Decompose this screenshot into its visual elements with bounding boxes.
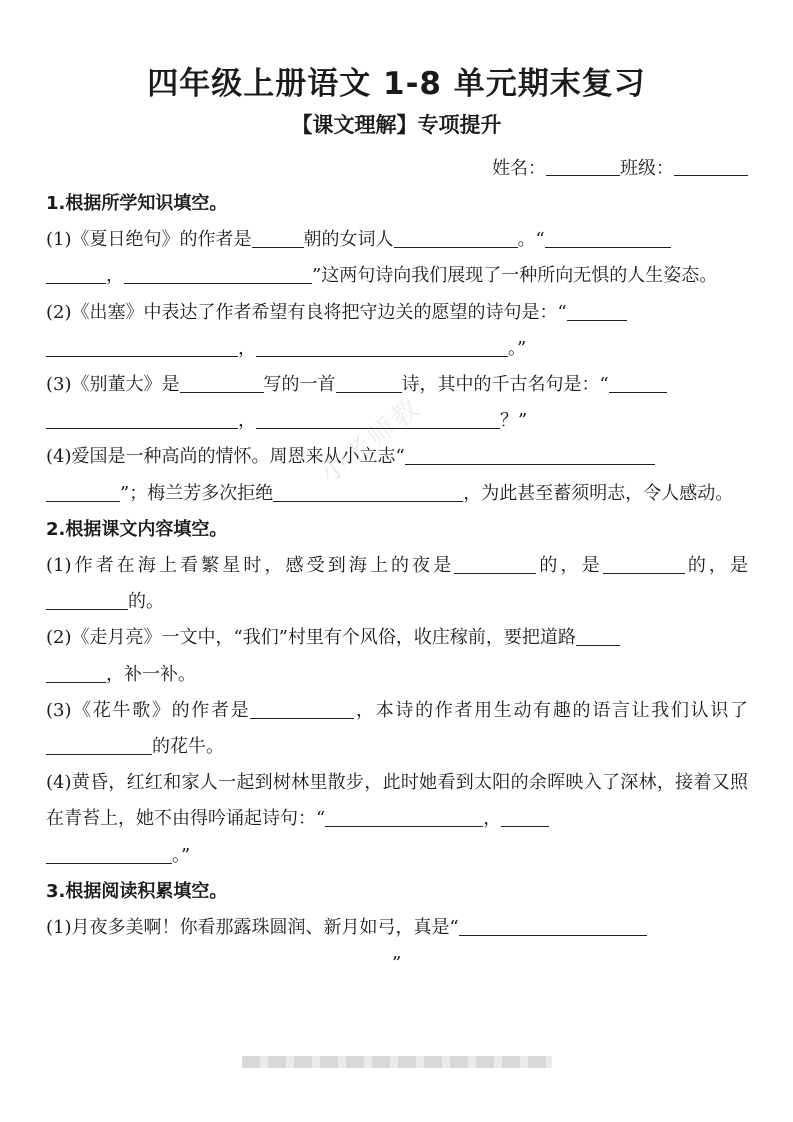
question-text: ？”	[500, 410, 528, 432]
answer-blank[interactable]	[567, 302, 627, 321]
question-text: 诗，其中的千古名句是：“	[401, 374, 609, 396]
question-1-4	[46, 439, 748, 511]
question-2-2	[46, 620, 748, 692]
answer-blank[interactable]	[256, 410, 500, 429]
question-text: ，本诗的作者用生动有趣的语言让我们认识了	[354, 699, 749, 721]
question-text: (1)月夜多美啊！你看那露珠圆润、新月如弓，真是“	[46, 917, 459, 939]
question-2-4	[46, 765, 748, 874]
question-text: ，	[106, 265, 124, 287]
answer-blank[interactable]	[603, 555, 685, 574]
answer-blank[interactable]	[46, 664, 106, 683]
answer-blank[interactable]	[124, 265, 312, 284]
answer-blank[interactable]	[46, 845, 172, 864]
question-2-3	[46, 693, 748, 765]
question-1-3	[46, 367, 748, 439]
name-label: 姓名：	[492, 158, 546, 179]
answer-blank[interactable]	[405, 446, 655, 465]
question-text: 的，是	[536, 555, 603, 577]
question-1-1	[46, 222, 748, 294]
section-3-heading: 3.根据阅读积累填空。	[46, 880, 228, 902]
question-text: (2)《走月亮》一文中，“我们”村里有个风俗，收庄稼前，要把道路	[46, 627, 576, 649]
page-title: 四年级上册语文 1-8 单元期末复习	[147, 66, 646, 102]
footer-blurred-text	[242, 1056, 552, 1068]
answer-blank[interactable]	[46, 338, 238, 357]
question-3-1	[46, 910, 748, 982]
answer-blank[interactable]	[545, 229, 671, 248]
question-text: ”	[392, 953, 402, 975]
watermark: 小老师教	[315, 391, 429, 490]
answer-blank[interactable]	[256, 338, 508, 357]
answer-blank[interactable]	[46, 591, 128, 610]
section-2-heading: 2.根据课文内容填空。	[46, 518, 228, 540]
question-text: 的花牛。	[152, 736, 224, 758]
answer-blank[interactable]	[46, 736, 152, 755]
name-blank[interactable]	[546, 157, 620, 176]
question-text: ，补一补。	[106, 663, 196, 685]
question-text: (4)爱国是一种高尚的情怀。周恩来从小立志“	[46, 446, 405, 468]
page-subtitle: 【课文理解】专项提升	[291, 113, 502, 137]
question-text: (3)《别董大》是	[46, 374, 180, 396]
question-text: ”这两句诗向我们展现了一种所向无惧的人生姿态。	[312, 265, 718, 287]
answer-blank[interactable]	[394, 229, 518, 248]
answer-blank[interactable]	[459, 917, 647, 936]
answer-blank[interactable]	[46, 265, 106, 284]
answer-blank[interactable]	[325, 808, 483, 827]
question-text: ，	[238, 337, 256, 359]
question-text: (4)黄昏，红红和家人一起到树林里散步，此时她看到太阳的余晖映入了深林，接着又照在青苔上，她不由得吟诵起诗句：“	[46, 772, 748, 830]
class-label: 班级：	[620, 158, 674, 179]
question-text: (1)作者在海上看繁星时，感受到海上的夜是	[46, 555, 455, 577]
question-1-2	[46, 295, 748, 367]
question-text: (3)《花牛歌》的作者是	[46, 699, 251, 721]
answer-blank[interactable]	[252, 229, 304, 248]
answer-blank[interactable]	[273, 483, 463, 502]
answer-blank[interactable]	[180, 374, 264, 393]
worksheet-content	[46, 186, 748, 982]
question-text: 。”	[508, 337, 527, 359]
question-text: ，	[483, 808, 502, 830]
question-text: ”；梅兰芳多次拒绝	[120, 482, 274, 504]
answer-blank[interactable]	[609, 374, 667, 393]
answer-blank[interactable]	[576, 627, 620, 646]
answer-blank[interactable]	[454, 555, 536, 574]
question-text: 。“	[517, 229, 545, 251]
question-text: (2)《出塞》中表达了作者希望有良将把守边关的愿望的诗句是：“	[46, 301, 567, 323]
answer-blank[interactable]	[250, 700, 354, 719]
answer-blank[interactable]	[46, 483, 120, 502]
answer-blank[interactable]	[336, 374, 402, 393]
student-info	[492, 154, 748, 180]
answer-blank[interactable]	[501, 808, 549, 827]
question-text: (1)《夏日绝句》的作者是	[46, 229, 252, 251]
section-1-heading: 1.根据所学知识填空。	[46, 193, 228, 214]
class-blank[interactable]	[674, 157, 748, 176]
question-2-1	[46, 548, 748, 620]
question-text: ，为此甚至蓄须明志，令人感动。	[463, 482, 734, 504]
question-text: 的，是	[684, 555, 749, 577]
question-text: 。”	[172, 844, 191, 866]
question-text: 朝的女词人	[303, 229, 394, 251]
question-text: 写的一首	[263, 374, 336, 396]
question-text: 的。	[128, 591, 164, 613]
question-text: ，	[238, 410, 256, 432]
answer-blank[interactable]	[46, 410, 238, 429]
